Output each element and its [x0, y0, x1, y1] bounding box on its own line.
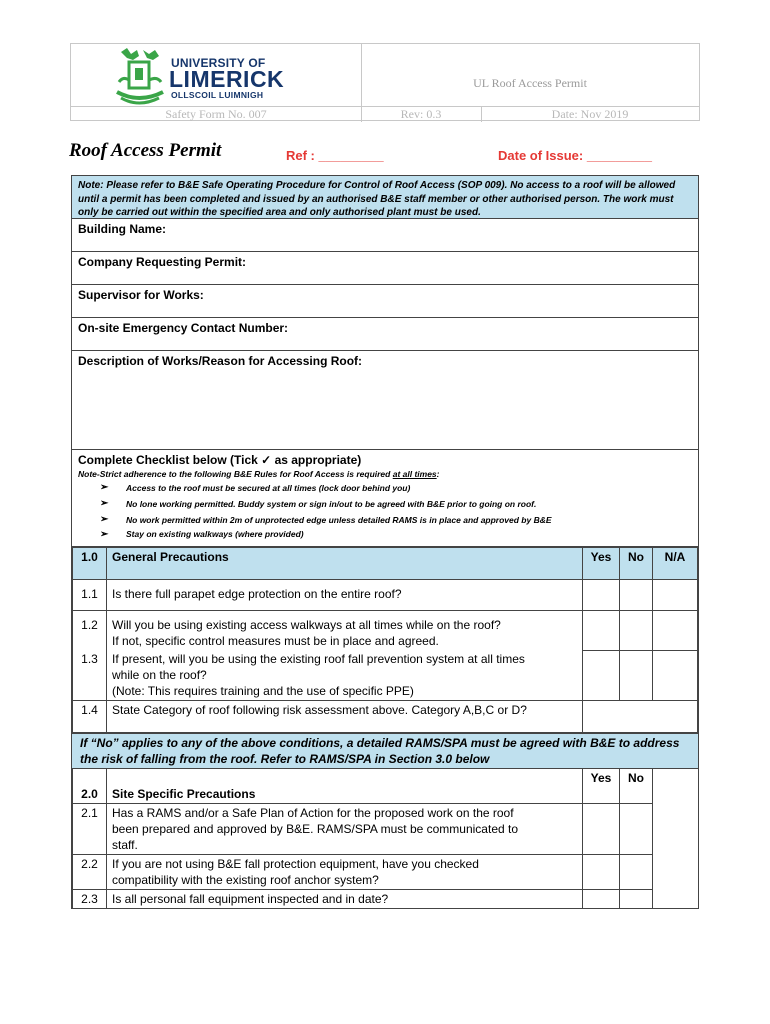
- section-number: 1.0: [73, 548, 107, 580]
- yes-checkbox[interactable]: [583, 803, 620, 854]
- rule-item: [78, 512, 692, 528]
- col-na: N/A: [653, 548, 698, 580]
- question-line: If you are not using B&E fall protection equipment, have you checked: [112, 856, 479, 871]
- row-number: 1.2: [73, 611, 107, 651]
- no-checkbox[interactable]: [620, 889, 653, 908]
- checklist-heading: [78, 452, 692, 468]
- question-line: been prepared and approved by B&E. RAMS/SPA must be communicated to: [112, 821, 519, 836]
- tick-icon: ✓: [261, 453, 272, 467]
- description-of-works-field[interactable]: Description of Works/Reason for Accessing Roof:: [72, 351, 698, 450]
- row-number: 1.1: [73, 580, 107, 611]
- question-text: [107, 650, 583, 701]
- ref-field[interactable]: Ref : _________: [286, 148, 384, 163]
- table-row: [73, 803, 698, 854]
- crest-icon: [113, 46, 169, 106]
- revision: Rev: 0.3: [361, 107, 482, 122]
- arrow-bullet-icon: ➢: [100, 498, 109, 509]
- arrow-bullet-icon: ➢: [100, 529, 109, 540]
- question-line: compatibility with the existing roof anchor system?: [112, 872, 379, 887]
- arrow-bullet-icon: ➢: [100, 514, 109, 525]
- logo-line-3: OLLSCOIL LUIMNIGH: [171, 90, 264, 100]
- logo-line-1: UNIVERSITY OF: [171, 56, 266, 70]
- question-line: If present, will you be using the existing roof fall prevention system at all times: [112, 652, 525, 666]
- row-number: 2.1: [73, 803, 107, 854]
- rule-text: No lone working permitted. Buddy system or sign in/out to be agreed with B&E prior to going on roof.: [126, 499, 537, 509]
- document-header: [70, 43, 700, 121]
- category-answer-cell[interactable]: [583, 701, 698, 733]
- question-text: State Category of roof following risk assessment above. Category A,B,C or D?: [107, 701, 583, 733]
- logo-cell: [71, 44, 362, 106]
- empty-cell: [653, 889, 698, 908]
- table-row: [73, 650, 698, 701]
- question-line: staff.: [112, 837, 138, 852]
- checklist-heading-pre: Complete Checklist below (Tick: [78, 453, 262, 467]
- company-requesting-field[interactable]: Company Requesting Permit:: [72, 252, 698, 285]
- question-text: [107, 854, 583, 889]
- checklist-instructions: [72, 450, 698, 547]
- yes-checkbox[interactable]: [583, 580, 620, 611]
- question-text: Is there full parapet edge protection on the entire roof?: [107, 580, 583, 611]
- section-title: Site Specific Precautions: [107, 769, 583, 803]
- rule-item: [78, 496, 692, 512]
- col-yes: Yes: [583, 769, 620, 803]
- question-line: while on the roof?: [112, 668, 207, 682]
- table-row: [73, 854, 698, 889]
- row-number: 2.2: [73, 854, 107, 889]
- yes-checkbox[interactable]: [583, 650, 620, 701]
- table-row: [73, 701, 698, 733]
- permit-form: [71, 175, 699, 909]
- no-checkbox[interactable]: [620, 650, 653, 701]
- na-checkbox[interactable]: [653, 611, 698, 651]
- table-header-row: [73, 548, 698, 580]
- no-answer-warning: If “No” applies to any of the above conditions, a detailed RAMS/SPA must be agreed with B&E to address the risk of falling from the roof. Refer to RAMS/SPA in Section 3.0 below: [72, 733, 698, 769]
- empty-cell: [653, 854, 698, 889]
- rule-text: No work permitted within 2m of unprotected edge unless detailed RAMS is in place and approved by B&E: [126, 515, 552, 525]
- checklist-subnote-pre: Note-Strict adherence to the following B&E Rules for Roof Access is required: [78, 469, 393, 479]
- table-row: [73, 580, 698, 611]
- general-precautions-table: [72, 547, 698, 733]
- no-checkbox[interactable]: [620, 580, 653, 611]
- row-number: 1.4: [73, 701, 107, 733]
- col-yes: Yes: [583, 548, 620, 580]
- rule-item: [78, 480, 692, 496]
- rule-item: [78, 528, 692, 541]
- question-line: If not, specific control measures must be in place and agreed.: [112, 634, 439, 648]
- no-checkbox[interactable]: [620, 854, 653, 889]
- page-title: Roof Access Permit: [69, 140, 222, 161]
- form-number: Safety Form No. 007: [71, 107, 362, 122]
- row-number: 1.3: [73, 650, 107, 701]
- col-no: No: [620, 548, 653, 580]
- section-title: General Precautions: [107, 548, 583, 580]
- instruction-note: Note: Please refer to B&E Safe Operating Procedure for Control of Roof Access (SOP 009). No access to a roof will be allowed until a permit has been completed and issued by an authorised B&E staff member or other authorised person. The work must only be carried out within the specified area and only authorised plant must be used.: [72, 176, 698, 219]
- question-line: (Note: This requires training and the use of specific PPE): [112, 684, 414, 698]
- site-specific-precautions-table: [72, 769, 698, 908]
- checklist-subnote-emphasis: at all times: [392, 469, 437, 479]
- yes-checkbox[interactable]: [583, 889, 620, 908]
- form-date: Date: Nov 2019: [551, 107, 629, 121]
- row-number: 2.3: [73, 889, 107, 908]
- table-row: [73, 889, 698, 908]
- no-checkbox[interactable]: [620, 611, 653, 651]
- arrow-bullet-icon: ➢: [100, 482, 109, 493]
- permit-header-title: UL Roof Access Permit: [473, 76, 587, 90]
- na-checkbox[interactable]: [653, 580, 698, 611]
- rule-text: Access to the roof must be secured at all times (lock door behind you): [126, 483, 411, 493]
- logo-line-2: LIMERICK: [169, 66, 285, 92]
- question-line: Has a RAMS and/or a Safe Plan of Action for the proposed work on the roof: [112, 805, 514, 820]
- emergency-contact-field[interactable]: On-site Emergency Contact Number:: [72, 318, 698, 351]
- na-checkbox[interactable]: [653, 650, 698, 701]
- question-text: [107, 803, 583, 854]
- col-no: No: [620, 769, 653, 803]
- date-of-issue-field[interactable]: Date of Issue: _________: [498, 148, 652, 163]
- rule-text: Stay on existing walkways (where provided): [126, 529, 304, 539]
- table-row: [73, 611, 698, 651]
- empty-cell: [653, 769, 698, 803]
- question-text: [107, 611, 583, 651]
- empty-cell: [653, 803, 698, 854]
- building-name-field[interactable]: Building Name:: [72, 219, 698, 252]
- header-title-cell: [361, 44, 699, 106]
- checklist-heading-post: as appropriate): [271, 453, 362, 467]
- yes-checkbox[interactable]: [583, 854, 620, 889]
- table-header-row: [73, 769, 698, 803]
- university-logo: [113, 46, 313, 106]
- question-line: Will you be using existing access walkways at all times while on the roof?: [112, 618, 501, 632]
- checklist-subnote-post: :: [436, 469, 440, 479]
- header-meta-row: [71, 106, 699, 122]
- checklist-subnote: [78, 468, 692, 480]
- supervisor-field[interactable]: Supervisor for Works:: [72, 285, 698, 318]
- section-number: 2.0: [73, 769, 107, 803]
- question-text: Is all personal fall equipment inspected and in date?: [107, 889, 583, 908]
- no-checkbox[interactable]: [620, 803, 653, 854]
- yes-checkbox[interactable]: [583, 611, 620, 651]
